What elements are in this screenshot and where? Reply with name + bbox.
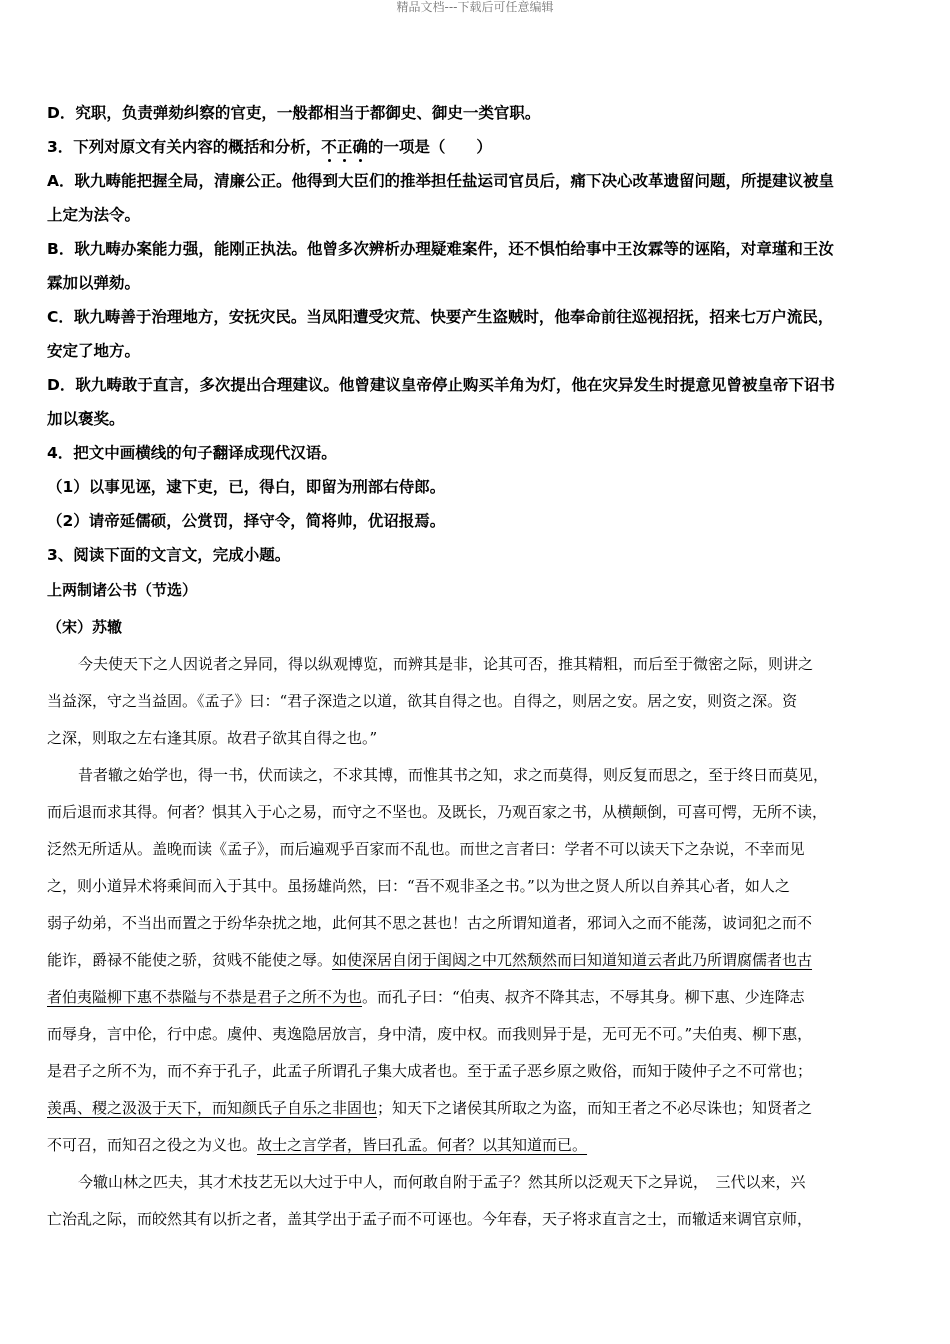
passage-author: （宋）苏辙: [47, 618, 123, 636]
question-3-stem: [47, 130, 907, 164]
option-label: B．: [47, 240, 75, 258]
option-text: 耿九畴能把握全局，清廉公正。他得到大臣们的推举担任盐运司官员后，痛下决心改革遗留问题，所提建议被皇: [74, 172, 835, 190]
passage-line: 昔者辙之始学也，得一书，伏而读之，不求其博，而惟其书之知，求之而莫得，则反复而思之，至于终日而莫见，: [78, 766, 829, 784]
passage-line: [47, 979, 907, 1016]
option-c-cont: 安定了地方。: [47, 342, 141, 360]
emphasis-char: 确: [352, 130, 368, 164]
document-content: [47, 96, 907, 1238]
passage-line: 弱子幼弟，不当出而置之于纷华杂扰之地，此何其不思之甚也！古之所谓知道者，邪词入之而不能荡，诐词犯之而不: [47, 914, 813, 932]
page-header: 精品文档---下载后可任意编辑: [396, 0, 554, 14]
option-label: D．: [47, 376, 76, 394]
stem-part-b: 的一项是（ ）: [367, 138, 492, 156]
emphasis-char: 正: [337, 130, 353, 164]
option-c: [47, 300, 907, 334]
passage-title: 上两制诸公书（节选）: [47, 581, 198, 599]
option-d: [47, 368, 907, 402]
question-4-sentence-2: （2）请帝延儒硕，公赏罚，择守令，简将帅，优诏报焉。: [47, 512, 446, 530]
option-a: [47, 164, 907, 198]
question-4-stem: 4．把文中画横线的句子翻译成现代汉语。: [47, 444, 337, 462]
option-a-cont: 上定为法令。: [47, 206, 141, 224]
underlined-sentence: 故士之言学者，皆曰孔孟。何者？以其知道而已。: [257, 1136, 588, 1154]
option-label: A．: [47, 172, 75, 190]
option-text: 耿九畴敢于直言，多次提出合理建议。他曾建议皇帝停止购买羊角为灯，他在灾异发生时提意见曾被皇帝下诏书: [75, 376, 835, 394]
passage-line: 是君子之所不为，而不弃于孔子，此孟子所谓孔子集大成者也。至于孟子恶乡原之败俗，而知于陵仲子之不可常也；: [47, 1062, 813, 1080]
passage-line: 而后退而求其得。何者？惧其入于心之易，而守之不坚也。及既长，乃观百家之书，从横颠倒，可喜可愕，无所不读，: [47, 803, 828, 821]
passage-line: 今辙山林之匹夫，其才术技艺无以大过于中人，而何敢自附于孟子？然其所以泛观天下之异说， 三代以来，兴: [78, 1173, 806, 1191]
option-label: C．: [47, 308, 74, 326]
question-4-sentence-1: （1）以事见诬，逮下吏，已，得白，即留为刑部右侍郎。: [47, 478, 446, 496]
emphasis-char: 不: [321, 130, 337, 164]
plain-text: ；知天下之诸侯其所取之为盗，而知王者之不必尽诛也；知贤者之: [377, 1099, 813, 1117]
passage-line: [47, 942, 907, 979]
passage-line: 泛然无所适从。盖晚而读《孟子》，而后遍观乎百家而不乱也。而世之言者曰：学者不可以读天下之杂说，不幸而见: [47, 840, 805, 858]
plain-text: 不可召，而知召之役之为义也。: [47, 1136, 258, 1154]
underlined-sentence: 羡禹、稷之汲汲于天下，而知颜氏子自乐之非固也: [47, 1099, 378, 1117]
underlined-sentence: 者伯夷隘柳下惠不恭隘与不恭是君子之所不为也: [47, 988, 363, 1006]
passage-line: [47, 1090, 907, 1127]
stem-part-a: 3．下列对原文有关内容的概括和分析，: [47, 138, 322, 156]
option-b: [47, 232, 907, 266]
option-text: 耿九畴善于治理地方，安抚灾民。当凤阳遭受灾荒、快要产生盗贼时，他奉命前往巡视招抚，招来七万户流民，: [73, 308, 834, 326]
passage-line: 之，则小道异术将乘间而入于其中。虽扬雄尚然，曰：“吾不观非圣之书。”以为世之贤人所以自养其心者，如人之: [47, 877, 790, 895]
passage-line: 当益深，守之当益固。《孟子》曰：“君子深造之以道，欲其自得之也。自得之，则居之安。居之安，则资之深。资: [47, 692, 798, 710]
option-b-cont: 霖加以弹劾。: [47, 274, 141, 292]
passage-line: 亡治乱之际，而皎然其有以折之者，盖其学出于孟子而不可诬也。今年春，天子将求直言之士，而辙适来调官京师，: [47, 1210, 813, 1228]
underlined-sentence: 如使深居自闭于闺闼之中兀然颓然而曰知道知道云者此乃所谓腐儒者也古: [332, 951, 813, 969]
passage-line: 之深，则取之左右逢其原。故君子欲其自得之也。”: [47, 729, 378, 747]
passage-line: 而辱身，言中伦，行中虑。虞仲、夷逸隐居放言，身中清，废中权。而我则异于是，无可无不可。”夫伯夷、柳下惠，: [47, 1025, 813, 1043]
option-d-q2: [47, 96, 907, 130]
option-text: 耿九畴办案能力强，能刚正执法。他曾多次辨析办理疑难案件，还不惧怕给事中王汝霖等的诬陷，对章瑾和王汝: [74, 240, 834, 258]
passage-line: [47, 1127, 907, 1164]
option-label: D．: [47, 104, 76, 122]
option-d-cont: 加以褒奖。: [47, 410, 125, 428]
plain-text: 能诈，爵禄不能使之骄，贫贱不能使之辱。: [47, 951, 333, 969]
section-3-intro: 3、阅读下面的文言文，完成小题。: [47, 546, 291, 564]
passage-line: 今夫使天下之人因说者之异同，得以纵观博览，而辨其是非，论其可否，推其精粗，而后至于微密之际，则讲之: [78, 655, 814, 673]
option-text: 究职，负责弹劾纠察的官吏，一般都相当于都御史、御史一类官职。: [75, 104, 541, 122]
plain-text: 。而孔子曰：“伯夷、叔齐不降其志，不辱其身。柳下惠、少连降志: [362, 988, 805, 1006]
